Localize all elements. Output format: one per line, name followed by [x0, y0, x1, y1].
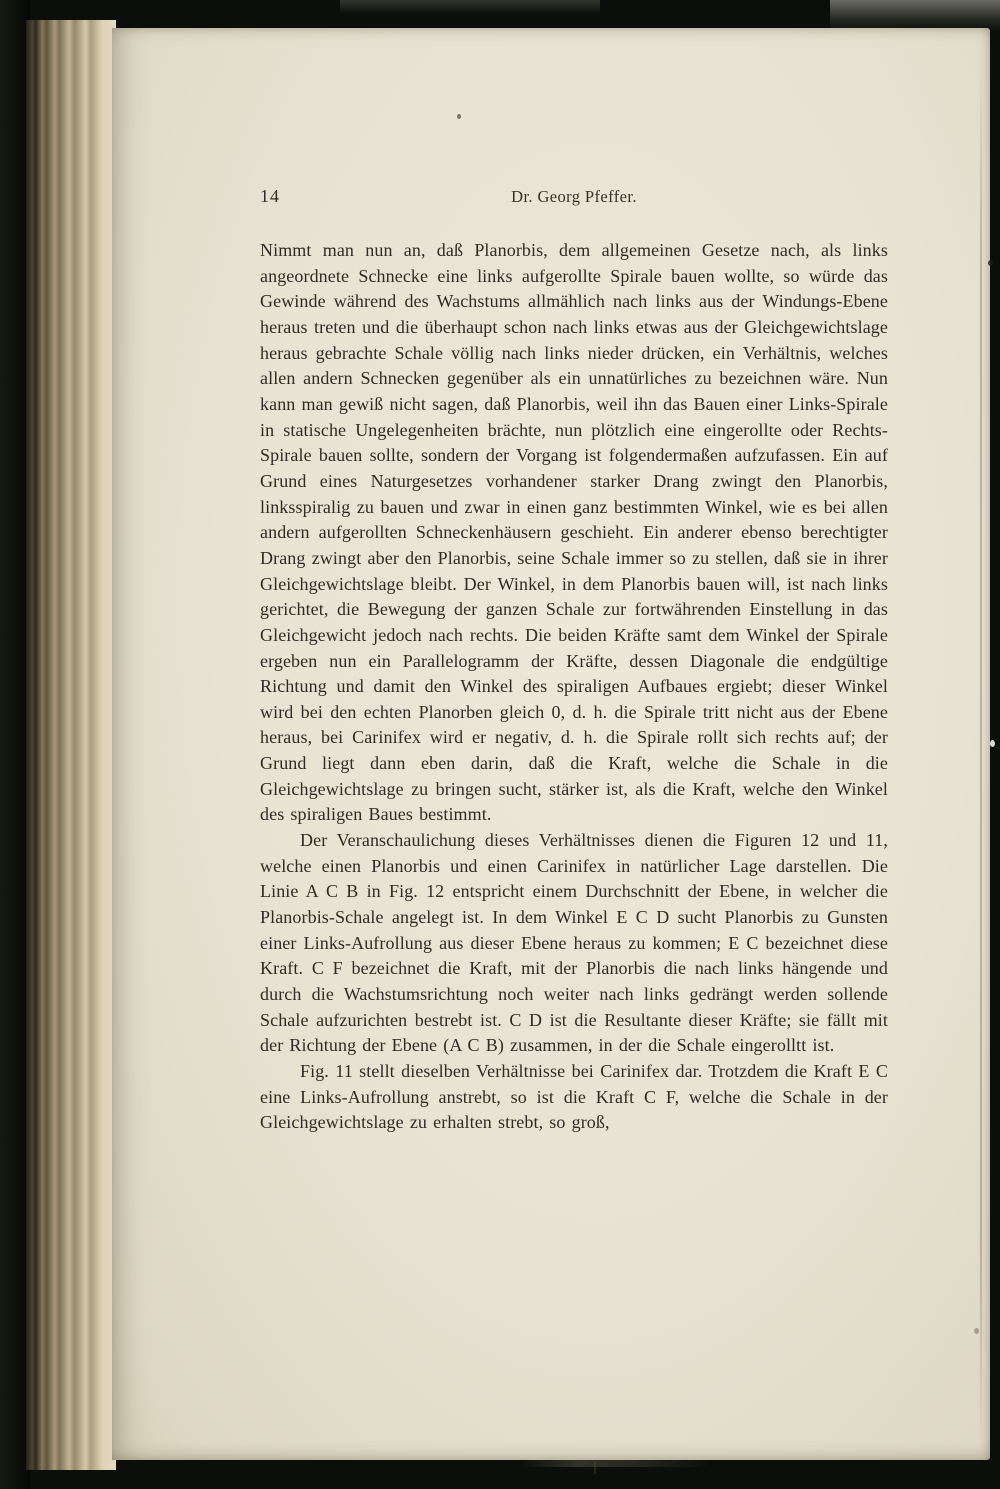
page-header: [260, 186, 888, 220]
speck: [990, 740, 995, 747]
book-page: [112, 28, 990, 1460]
paragraph: Nimmt man nun an, daß Planorbis, dem allgemeinen Gesetze nach, als links angeordnete Schnecke eine links aufgerollte Spirale bauen wollte, so würde das Gewinde während des Wachstums allmählich nach links aus der Windungs-Ebene heraus treten und die überhaupt schon nach links etwas aus der Gleichgewichtslage heraus gebrachte Schale völlig nach links nieder drücken, ein Verhältnis, welches allen andern Schnecken gegenüber als ein unnatürliches zu bezeichnen wäre. Nun kann man gewiß nicht sagen, daß Planorbis, weil ihn das Bauen einer Links-Spirale in statische Ungelegenheiten brächte, nun plötzlich eine eingerollte oder Rechts-Spirale bauen sollte, sondern der Vorgang ist folgendermaßen aufzufassen. Ein auf Grund eines Naturgesetzes vorhandener starker Drang zwingt den Planorbis, linksspiralig zu bauen und zwar in einen ganz bestimmten Winkel, wie es bei allen andern aufgerollten Schneckenhäusern geschieht. Ein anderer ebenso berechtigter Drang zwingt aber den Planorbis, seine Schale immer so zu stellen, daß sie in ihrer Gleichgewichtslage bleibt. Der Winkel, in dem Planorbis bauen will, ist nach links gerichtet, die Bewegung der ganzen Schale zur fortwährenden Einstellung in das Gleichgewicht jedoch nach rechts. Die beiden Kräfte samt dem Winkel der Spirale ergeben nun ein Parallelogramm der Kräfte, dessen Diagonale die endgültige Richtung und damit den Winkel des spiraligen Aufbaues ergiebt; dieser Winkel wird bei den echten Planorben gleich 0, d. h. die Spirale tritt nicht aus der Ebene heraus, bei Carinifex wird er negativ, d. h. die Spirale rollt sich rechts auf; der Grund liegt dann eben darin, daß die Kraft, welche die Schale in die Gleichgewichtslage zu bringen sucht, stärker ist, als die Kraft, welche den Winkel des spiraligen Baues bestimmt.: [260, 240, 888, 825]
speck: [988, 260, 993, 266]
page-number: 14: [260, 186, 280, 206]
paragraph: Fig. 11 stellt dieselben Verhältnisse bei Carinifex dar. Trotzdem die Kraft E C eine Links-Aufrollung anstrebt, so ist die Kraft C F, welche die Schale in der Gleichgewichtslage zu erhalten strebt, so groß,: [260, 1061, 888, 1133]
paragraph: Der Veranschaulichung dieses Verhältnisses dienen die Figuren 12 und 11, welche einen Planorbis und einen Carinifex in natürlicher Lage darstellen. Die Linie A C B in Fig. 12 entspricht einem Durchschnitt der Ebene, in welcher die Planorbis-Schale angelegt ist. In dem Winkel E C D sucht Planorbis zu Gunsten einer Links-Aufrollung aus dieser Ebene heraus zu kommen; E C bezeichnet diese Kraft. C F bezeichnet die Kraft, mit der Planorbis die nach links hängende und durch die Wachstumsrichtung noch weiter nach links gedrängt werden sollende Schale aufzurichten bestrebt ist. C D ist die Resultante dieser Kräfte; sie fällt mit der Richtung der Ebene (A C B) zusammen, in der die Schale eingerolltt ist.: [260, 830, 888, 1056]
stacked-page-edges: [26, 20, 116, 1470]
running-header: Dr. Georg Pfeffer.: [511, 187, 637, 206]
speck: [457, 114, 461, 119]
cover-worn-patch-mid: [340, 0, 600, 14]
text-block: [260, 186, 888, 1136]
body-text: [260, 238, 888, 1136]
bottom-smudge: [520, 1460, 710, 1467]
page-edge-shadow: [980, 68, 982, 1448]
speck: [974, 1328, 979, 1334]
